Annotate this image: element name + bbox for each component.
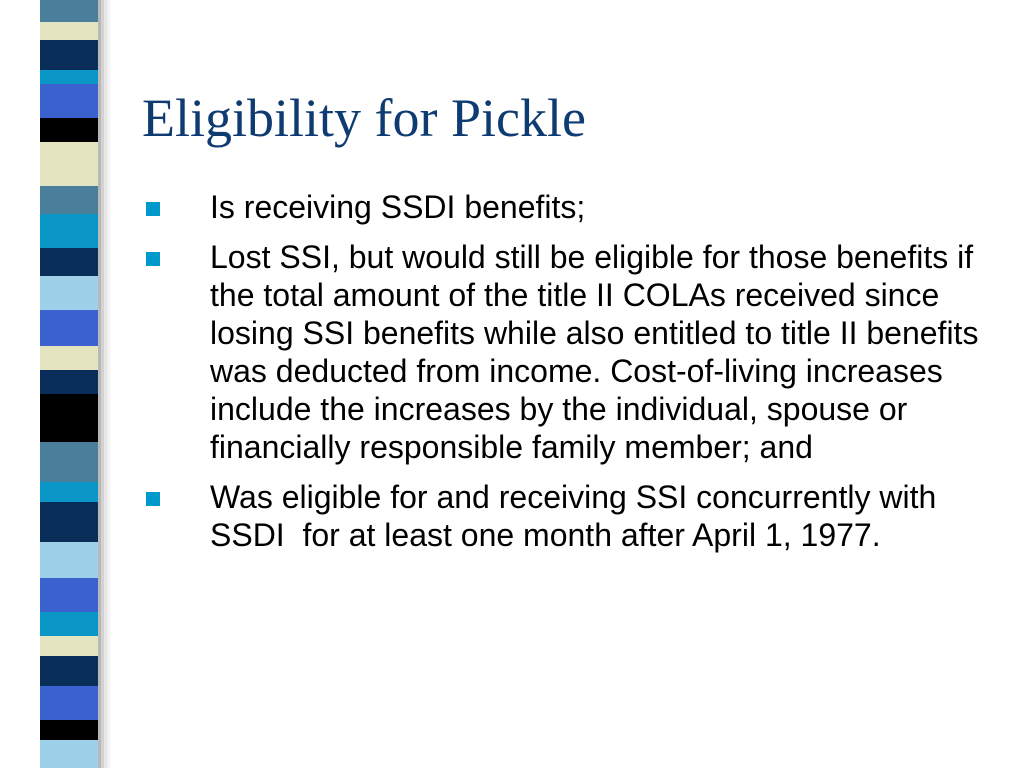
stripe-shadow xyxy=(98,0,101,768)
stripe-band xyxy=(40,40,98,70)
stripe-band xyxy=(40,394,98,442)
stripe-band xyxy=(40,84,98,118)
stripe-band xyxy=(40,720,98,740)
stripe-band xyxy=(40,502,98,542)
bullet-item xyxy=(142,188,1002,226)
stripe-band xyxy=(40,22,98,40)
bullet-item xyxy=(142,478,1002,554)
stripe-band xyxy=(40,482,98,502)
stripe-band xyxy=(40,276,98,310)
bullet-text: Is receiving SSDI benefits; xyxy=(210,189,586,225)
stripe-band xyxy=(40,442,98,482)
stripe-band xyxy=(40,740,98,768)
stripe-band xyxy=(40,118,98,142)
stripe-shadow xyxy=(101,0,104,768)
bullet-list xyxy=(142,188,1002,566)
decorative-stripe-bar xyxy=(0,0,120,768)
stripe-band xyxy=(40,214,98,248)
stripe-band xyxy=(40,248,98,276)
stripe-band xyxy=(40,578,98,612)
stripe-shadow xyxy=(104,0,107,768)
stripe-band xyxy=(40,142,98,186)
stripe-shadow xyxy=(107,0,110,768)
stripe-band xyxy=(40,0,98,22)
bullet-text: Was eligible for and receiving SSI concurrently with SSDI for at least one month after April 1, 1977. xyxy=(210,479,946,553)
stripe-band xyxy=(40,686,98,720)
bullet-item xyxy=(142,238,1002,466)
square-bullet-icon xyxy=(146,492,160,506)
stripe-band xyxy=(40,70,98,84)
stripe-band xyxy=(40,346,98,370)
stripe-band xyxy=(40,310,98,346)
stripe-band xyxy=(40,656,98,686)
square-bullet-icon xyxy=(146,202,160,216)
stripe-band xyxy=(40,370,98,394)
stripe-band xyxy=(40,612,98,636)
square-bullet-icon xyxy=(146,252,160,266)
slide-title: Eligibility for Pickle xyxy=(142,88,586,148)
bullet-text: Lost SSI, but would still be eligible for those benefits if the total amount of the title II COLAs received since losing SSI benefits while also entitled to title II benefits was deducted from income. Cost-of-living increases include the increases by the individual, spouse or financially responsible family member; and xyxy=(210,239,988,465)
stripe-band xyxy=(40,186,98,214)
stripe-band xyxy=(40,542,98,578)
stripe-band xyxy=(40,636,98,656)
